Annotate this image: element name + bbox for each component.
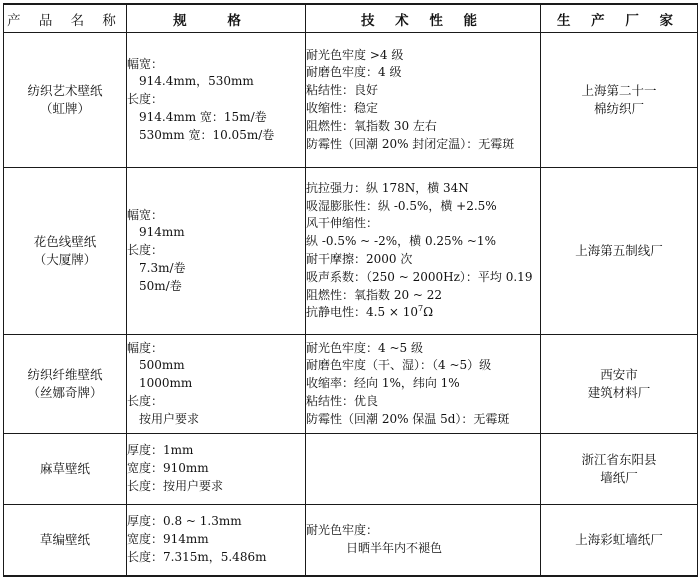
antistatic-unit: Ω [423, 305, 434, 320]
spec-line: 长度：按用户要求 [127, 478, 224, 493]
spec-line: 长度：7.315m，5.486m [127, 549, 267, 564]
manufacturer-cell [541, 33, 698, 168]
spec-line: 长度： [127, 393, 164, 408]
spec-line: 厚度：1mm [127, 443, 194, 458]
spec-cell [127, 505, 306, 577]
performance-line: 吸声系数：（250 ~ 2000Hz）：平均 0.19 [306, 269, 533, 284]
table-row [4, 335, 698, 434]
performance-line: 吸湿膨胀性：纵 -0.5%，横 +2.5% [306, 198, 497, 213]
spec-line: 长度： [127, 243, 164, 258]
manufacturer-cell [541, 505, 698, 577]
product-name-cell [4, 335, 127, 434]
manufacturer-cell [541, 335, 698, 434]
table-row [4, 434, 698, 505]
spec-cell [127, 33, 306, 168]
performance-line: 粘结性：良好 [306, 83, 379, 98]
performance-cell [306, 335, 541, 434]
manufacturer-line: 棉纺织厂 [593, 101, 644, 116]
table-row [4, 505, 698, 577]
spec-line: 幅度： [127, 340, 164, 355]
table-row [4, 168, 698, 335]
spec-line: 幅宽： [127, 56, 164, 71]
manufacturer-line: 上海第二十一 [581, 83, 657, 98]
manufacturer-line: 西安市 [600, 367, 638, 382]
manufacturer-line: 上海彩虹墙纸厂 [575, 532, 663, 547]
manufacturer-line: 墙纸厂 [600, 470, 638, 485]
product-brand: （虹牌） [39, 101, 90, 116]
spec-line: 按用户要求 [139, 411, 200, 426]
performance-cell [306, 168, 541, 335]
performance-line: 耐光色牢度 >4 级 [306, 47, 404, 62]
table-row [4, 33, 698, 168]
product-name: 花色线壁纸 [33, 234, 97, 249]
spec-line: 914mm [139, 225, 185, 240]
spec-line: 50m/卷 [139, 278, 182, 293]
performance-line [306, 304, 540, 322]
product-name: 麻草壁纸 [39, 461, 90, 476]
antistatic-value: 抗静电性：4.5 × 10 [306, 305, 419, 320]
manufacturer-line: 浙江省东阳县 [581, 452, 657, 467]
performance-line: 防霉性（回潮 20% 保温 5d）：无霉斑 [306, 411, 510, 426]
performance-cell [306, 434, 541, 505]
spec-line: 914.4mm，530mm [139, 74, 254, 89]
header-manufacturer: 生 产 厂 家 [541, 4, 698, 33]
manufacturer-cell [541, 434, 698, 505]
spec-line: 宽度：914mm [127, 532, 209, 547]
antistatic-exponent: 7 [418, 304, 424, 314]
performance-line: 收缩率：经向 1%，纬向 1% [306, 376, 460, 391]
product-name-cell [4, 168, 127, 335]
manufacturer-cell [541, 168, 698, 335]
header-specification: 规 格 [127, 4, 306, 33]
performance-line: 耐光色牢度： [306, 523, 379, 538]
manufacturer-line: 建筑材料厂 [587, 385, 651, 400]
spec-line: 幅宽： [127, 207, 164, 222]
performance-line: 粘结性：优良 [306, 393, 379, 408]
performance-cell [306, 505, 541, 577]
spec-line: 7.3m/卷 [139, 260, 186, 275]
spec-cell [127, 434, 306, 505]
performance-line: 纵 -0.5% ~ -2%，横 0.25% ~1% [306, 234, 496, 249]
wallpaper-spec-table [3, 3, 698, 577]
performance-line: 抗拉强力：纵 178N，横 34N [306, 180, 469, 195]
manufacturer-line: 上海第五制线厂 [575, 243, 663, 258]
performance-line: 收缩性：稳定 [306, 101, 379, 115]
product-name: 纺织艺术壁纸 [27, 83, 103, 98]
spec-cell [127, 335, 306, 434]
performance-line: 耐光色牢度：4 ~5 级 [306, 340, 423, 355]
performance-line: 阻燃性：氧指数 20 ~ 22 [306, 287, 443, 302]
performance-line: 耐磨色牢度（干、湿）：（4 ~5）级 [306, 358, 492, 373]
spec-line: 530mm 宽：10.05m/卷 [139, 127, 275, 142]
spec-line: 1000mm [139, 376, 193, 391]
product-brand: （大厦牌） [33, 252, 97, 267]
header-row [4, 4, 698, 33]
product-name-cell [4, 434, 127, 505]
performance-line: 耐磨色牢度：4 级 [306, 65, 402, 80]
spec-line: 厚度：0.8 ~ 1.3mm [127, 514, 242, 529]
header-product-name: 产 品 名 称 [4, 4, 127, 33]
spec-line: 500mm [139, 358, 185, 373]
performance-line: 防霉性（回潮 20% 封闭定温）：无霉斑 [306, 136, 515, 151]
product-name: 草编壁纸 [39, 532, 90, 547]
spec-line: 914.4mm 宽：15m/卷 [139, 109, 267, 124]
performance-line: 风干伸缩性： [306, 216, 379, 231]
performance-cell [306, 33, 541, 168]
product-name-cell [4, 33, 127, 168]
spec-line: 宽度：910mm [127, 461, 209, 476]
performance-line: 耐干摩擦：2000 次 [306, 252, 413, 266]
product-name-cell [4, 505, 127, 577]
spec-cell [127, 168, 306, 335]
performance-line: 日晒半年内不褪色 [346, 541, 443, 555]
performance-line: 阻燃性：氧指数 30 左右 [306, 118, 437, 133]
header-technical-performance: 技 术 性 能 [306, 4, 541, 33]
product-name: 纺织纤维壁纸 [27, 367, 103, 382]
spec-line: 长度： [127, 92, 164, 107]
product-brand: （丝娜奇牌） [27, 385, 103, 400]
